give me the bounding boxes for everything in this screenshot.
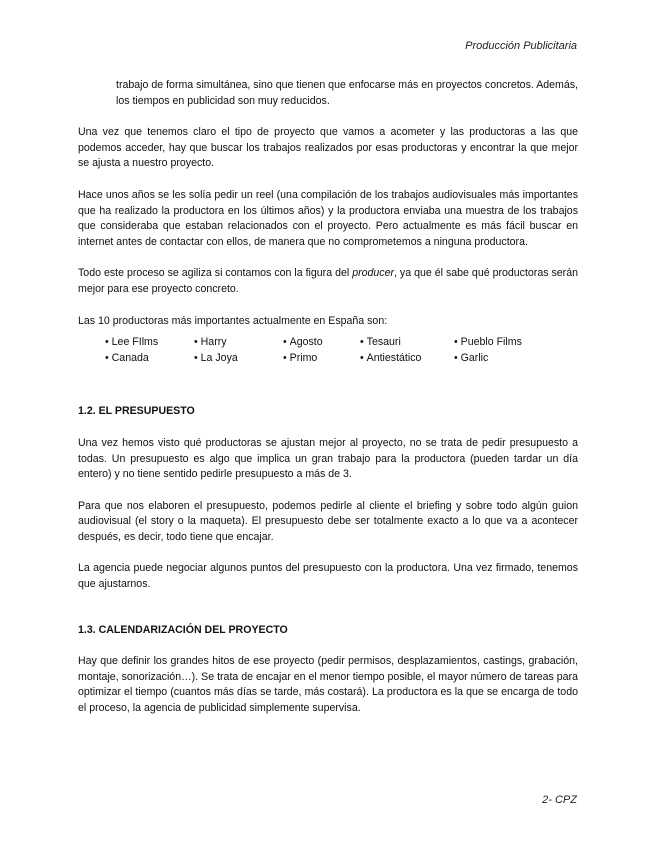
paragraph-project-type: Una vez que tenemos claro el tipo de proyecto que vamos a acometer y las productoras a las que podemos acceder, hay que buscar los trabajos realizados por esas productoras y encontrar la que mejor se ajusta a nuestro proyecto. <box>78 126 578 170</box>
list-item: • Antiestático <box>360 351 454 367</box>
paragraph-presupuesto-2: Para que nos elaboren el presupuesto, podemos pedirle al cliente el briefing y sobre todo algún guion audiovisual (el story o la maqueta). El presupuesto debe ser totalmente exacto a lo que va a acontecer después, es decir, todo tiene que encajar. <box>78 499 578 543</box>
paragraph-calendarizacion: Hay que definir los grandes hitos de ese proyecto (pedir permisos, desplazamientos, castings, grabación, montaje, sonorización…). Se trata de encajar en el menor tiempo posible, el mayor número de tareas para optimizar el tiempo (cuantos más días se tarde, más costará). La productora es la que se encarga de todo el proceso, la agencia de publicidad simplemente supervisa. <box>78 655 578 715</box>
list-item: • Primo <box>283 351 360 367</box>
section-heading-presupuesto: 1.2. EL PRESUPUESTO <box>78 405 195 418</box>
page-header: Producción Publicitaria <box>465 40 577 52</box>
list-item: • Tesauri <box>360 335 454 351</box>
page-content <box>78 78 578 717</box>
paragraph-presupuesto-1: Una vez hemos visto qué productoras se ajustan mejor al proyecto, no se trata de pedir presupuesto a todas. Un presupuesto es algo que implica un gran trabajo para la productora (pueden tardar un día entero) y no tiene sentido pedirle presupuesto a más de 3. <box>78 436 578 481</box>
section-heading-calendarizacion: 1.3. CALENDARIZACIÓN DEL PROYECTO <box>78 623 288 636</box>
list-item: • La Joya <box>194 351 283 367</box>
list-item: • Harry <box>194 335 283 351</box>
producer-term: producer <box>352 267 395 280</box>
list-item: • Pueblo Films <box>454 335 574 351</box>
paragraph-presupuesto-3: La agencia puede negociar algunos puntos del presupuesto con la productora. Una vez firmado, tenemos que ajustarnos. <box>78 562 578 591</box>
page-footer: 2- CPZ <box>542 794 577 806</box>
list-item: • Agosto <box>283 335 360 351</box>
producer-text-after: , ya que él sabe qué productoras serán mejor para ese proyecto concreto. <box>78 267 578 295</box>
list-item: • Garlic <box>454 351 574 367</box>
list-item: • Canada <box>105 351 194 367</box>
paragraph-productoras-intro: Las 10 productoras más importantes actualmente en España son: <box>78 314 388 327</box>
productoras-list <box>78 335 578 366</box>
producer-text-before: Todo este proceso se agiliza si contamos con la figura del <box>78 267 353 280</box>
list-item: • Lee FIlms <box>105 335 194 351</box>
paragraph-continuation: trabajo de forma simultánea, sino que tienen que enfocarse más en proyectos concretos. Además, los tiempos en publicidad son muy reducidos. <box>116 79 578 107</box>
paragraph-producer <box>78 266 578 297</box>
paragraph-reel: Hace unos años se les solía pedir un reel (una compilación de los trabajos audiovisuales más importantes que ha realizado la productora en los últimos años) y la productora enviaba una muestra de los trabajos que consideraba que estaban relacionados con el proyecto. Pero actualmente es más fácil buscar en internet antes de contactar con ellos, de manera que no comprometemos a ninguna productora. <box>78 188 578 248</box>
